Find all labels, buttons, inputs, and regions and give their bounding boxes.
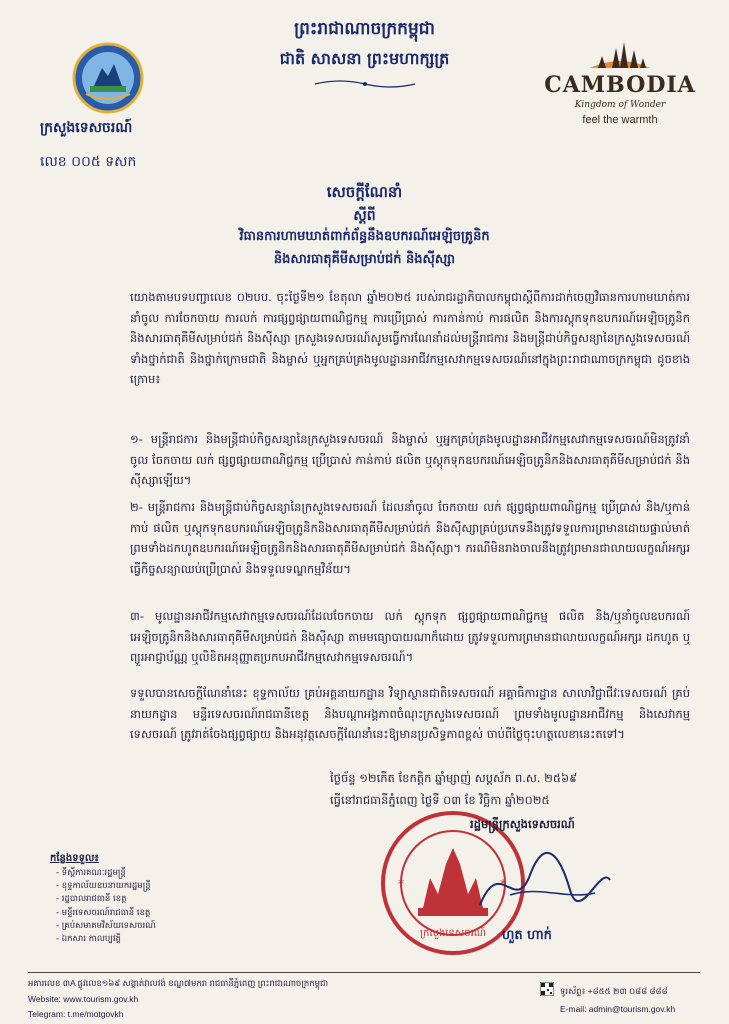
ministry-logo: [72, 42, 144, 114]
kingdom-heading: ព្រះរាជាណាចក្រកម្ពុជា: [294, 19, 435, 39]
document-title-subject-label: ស្តីពី: [353, 208, 376, 224]
list-item: - ទីស្តីការគណៈរដ្ឋមន្ត្រី: [56, 868, 126, 878]
footer-telegram[interactable]: Telegram: t.me/motgovkh: [28, 1009, 124, 1019]
angkor-wat-icon: [590, 34, 650, 70]
list-item: - មន្ទីរទេសចរណ៍រាជធានី ខេត្ត: [56, 907, 151, 918]
ministry-name: ក្រសួងទេសចរណ៍: [40, 120, 133, 136]
handwritten-signature: [470, 845, 620, 925]
brand-subtitle: Kingdom of Wonder: [574, 100, 666, 110]
footer-phone: ទូរស័ព្ទ៖ +៨៥៥ ២៣ ០៨៨ ៨៨៨: [560, 986, 668, 996]
closing-paragraph: ទទួលបានសេចក្តីណែនាំនេះ ខុទ្ទកាល័យ គ្រប់អគ្គនាយកដ្ឋាន វិទ្យាស្ថានជាតិទេសចរណ៍ អគ្គាធិការដ្ឋាន សាលាវិជ្ជាជីវៈទេសចរណ៍ គ្រប់នាយកដ្ឋាន មន្ទីរទេសចរណ៍រាជធានីខេត្ត និងបណ្តាអង្គភាពចំណុះក្រសួងទេសចរណ៍ ព្រមទាំងមូលដ្ឋានអាជីវកម្ម និងសេវាកម្មទេសចរណ៍ ត្រូវរាត់ចែងផ្សព្វផ្សាយ និងអនុវត្តសេចក្តីណែនាំនេះឱ្យមានប្រសិទ្ធភាពខ្ពស់ ចាប់ពីថ្ងៃចុះហត្ថលេខានេះតទៅ។: [130, 686, 690, 741]
cambodia-brand-logo: [540, 34, 700, 126]
clause-1: ១- មន្ត្រីរាជការ និងមន្ត្រីជាប់កិច្ចសន្យានៃក្រសួងទេសចរណ៍ និងម្ចាស់ ឬអ្នកគ្រប់គ្រងមូលដ្ឋានអាជីវកម្មសេវាកម្មទេសចរណ៍មិនត្រូវនាំចូល ចែកចាយ លក់ ផ្សព្វផ្សាយពាណិជ្ជកម្ម ប្រើប្រាស់ កាន់កាប់ ផលិត ឬស្តុកទុកឧបករណ៍អេឡិចត្រូនិកនិងសារធាតុគីមីសម្រាប់ជក់ និងស៊ីស្សាឡើយ។: [130, 432, 690, 487]
footer-address: អគារលេខ ៣A ផ្លូវលេខ១៦៩ សង្កាត់វាលវង់ ខណ្ឌ៧មករា រាជធានីភ្នំពេញ ព្រះរាជាណាចក្រកម្ពុជា: [28, 978, 329, 988]
svg-text:*: *: [398, 877, 404, 891]
footer-divider: [28, 972, 700, 973]
clause-3: ៣- មូលដ្ឋានអាជីវកម្មសេវាកម្មទេសចរណ៍ដែលចែកចាយ លក់ ស្តុកទុក ផ្សព្វផ្សាយពាណិជ្ជកម្ម ផលិត និង/ឬនាំចូលឧបករណ៍អេឡិចត្រូនិកនិងសារធាតុគីមីសម្រាប់ជក់ និងស៊ីស្សា តាមមធ្យោបាយណាក៏ដោយ ត្រូវទទួលការព្រមានជាលាយលក្ខណ៍អក្សរ ដកហូត ឬព្យួរអាជ្ញាប័ណ្ណ ឬលិខិតអនុញ្ញាតប្រកបអាជីវកម្មសេវាកម្មទេសចរណ៍។: [130, 609, 690, 664]
document-subject-line-1: វិធានការហាមឃាត់ពាក់ព័ន្ធនឹងឧបករណ៍អេឡិចត្រូនិក: [239, 229, 490, 244]
document-title: សេចក្តីណែនាំ: [326, 183, 403, 201]
brand-name: CAMBODIA: [544, 72, 696, 98]
recipients-list: [56, 867, 156, 946]
list-item: - ខុទ្ទកាល័យឧបនាយករដ្ឋមន្ត្រី: [56, 881, 151, 892]
footer-website[interactable]: Website: www.tourism.gov.kh: [28, 994, 139, 1004]
lunar-date: ថ្ងៃច័ន្ទ ១២កើត ខែកត្តិក ឆ្នាំម្សាញ់ សប្តស័ក ព.ស. ២៥៦៩: [330, 771, 578, 785]
flourish-ornament: [310, 78, 420, 90]
list-item: - ឯកសារ កាលប្បវត្តិ: [56, 934, 121, 945]
intro-paragraph: យោងតាមបទបញ្ជាលេខ ០២បប. ចុះថ្ងៃទី២១ ខែតុលា ឆ្នាំ២០២៥ របស់រាជរដ្ឋាភិបាលកម្ពុជាស្តីពីការដាក់ចេញវិធានការហាមឃាត់ការនាំចូល ការចែកចាយ ការលក់ ការផ្សព្វផ្សាយពាណិជ្ជកម្ម ការប្រើប្រាស់ ការកាន់កាប់ ការផលិត និងការស្តុកទុកឧបករណ៍អេឡិចត្រូនិកនិងសារធាតុគីមីសម្រាប់ជក់ និងស៊ីស្សា ក្រសួងទេសចរណ៍សូមធ្វើការណែនាំដល់មន្ត្រីរាជការ និងមន្ត្រីជាប់កិច្ចសន្យានៃក្រសួងទេសចរណ៍ ទាំងថ្នាក់ជាតិ និងថ្នាក់ក្រោមជាតិ និងម្ចាស់ ឬអ្នកគ្រប់គ្រងមូលដ្ឋានអាជីវកម្មសេវាកម្មទេសចរណ៍នៅក្នុងព្រះរាជាណាចក្រកម្ពុជា ដូចខាងក្រោម៖: [130, 290, 690, 386]
qr-code-icon: [540, 982, 554, 996]
reference-number: លេខ ០០៥ ទសក: [40, 154, 137, 170]
recipients-title: កន្លែងទទួល៖: [50, 853, 99, 864]
document-subject-line-2: និងសារធាតុគីមីសម្រាប់ជក់ និងស៊ីស្សា: [273, 252, 456, 267]
list-item: - គ្រប់សមាគមវិស័យទេសចរណ៍: [56, 920, 156, 931]
clause-2: ២- មន្ត្រីរាជការ និងមន្ត្រីជាប់កិច្ចសន្យានៃក្រសួងទេសចរណ៍ ដែលនាំចូល ចែកចាយ លក់ ផ្សព្វផ្សាយពាណិជ្ជកម្ម ប្រើប្រាស់ និង/ឬកាន់កាប់ ផលិត ឬស្តុកទុកឧបករណ៍អេឡិចត្រូនិកនិងសារធាតុគីមីសម្រាប់ជក់ និងស៊ីស្សាគ្រប់ប្រភេទនឹងត្រូវទទួលការព្រមានដោយផ្ទាល់មាត់ ព្រមទាំងដកហូតឧបករណ៍អេឡិចត្រូនិកនិងសារធាតុគីមីសម្រាប់ជក់ និងស៊ីស្សា។ ករណីមិនរាងចាលនឹងត្រូវព្រមានជាលាយលក្ខណ៍អក្សរ ធ្វើកិច្ចសន្យាឈប់ប្រើប្រាស់ និងទទួលទណ្ឌកម្មវិន័យ។: [130, 500, 690, 576]
signer-name: ហួត ហាក់: [502, 928, 552, 943]
seal-text: ក្រសួងទេសចរណ៍: [420, 928, 486, 939]
brand-tagline: feel the warmth: [582, 114, 658, 126]
svg-text:*: *: [500, 877, 506, 891]
footer-email[interactable]: E-mail: admin@tourism.gov.kh: [560, 1004, 676, 1014]
signer-position: រដ្ឋមន្ត្រីក្រសួងទេសចរណ៍: [470, 817, 575, 831]
list-item: - រដ្ឋបាលរាជធានី ខេត្ត: [56, 894, 127, 905]
national-motto: ជាតិ សាសនា ព្រះមហាក្សត្រ: [279, 49, 450, 68]
solar-date: ធ្វើនៅរាជធានីភ្នំពេញ ថ្ងៃទី ០៣ ខែ វិច្ឆិកា ឆ្នាំ២០២៥: [330, 793, 550, 807]
